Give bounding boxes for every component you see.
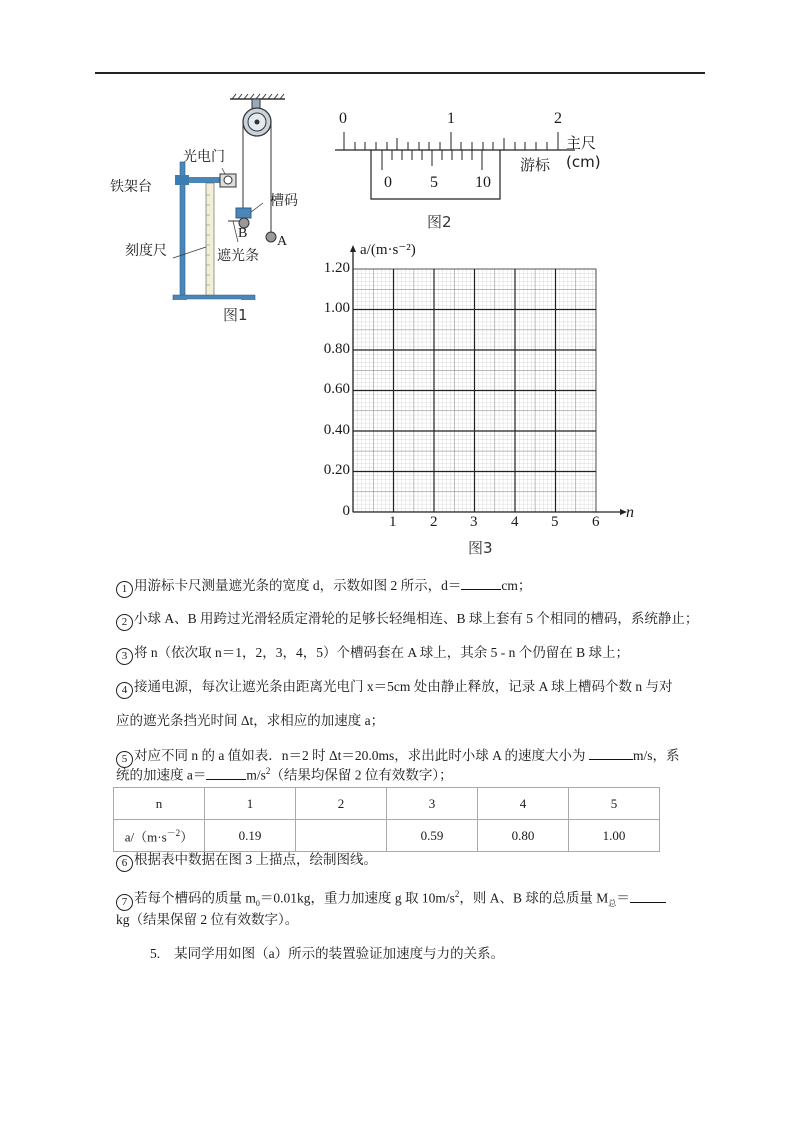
y-tick: 0.60 — [323, 381, 350, 397]
question-text: 用游标卡尺测量遮光条的宽度 d，示数如图 2 所示，d＝ — [134, 578, 462, 593]
y-tick: 0 — [342, 503, 350, 519]
question-text: ，则 A、B 球的总质量 M — [459, 890, 609, 906]
y-tick: 1.20 — [323, 260, 350, 276]
x-tick: 2 — [430, 514, 438, 530]
question-text: 小球 A、B 用跨过光滑轻质定滑轮的足够长轻绳相连、B 球上套有 5 个相同的槽码，系统静止； — [134, 611, 699, 626]
x-tick: 1 — [389, 514, 397, 530]
question-4 — [116, 677, 673, 699]
question-3 — [116, 643, 629, 665]
superscript: 2 — [454, 889, 460, 899]
main-tick-2: 2 — [554, 110, 562, 127]
table-cell: 0.59 — [387, 820, 478, 852]
table-cell: n — [114, 788, 205, 820]
x-tick: 4 — [511, 514, 519, 530]
answer-blank-d[interactable] — [461, 575, 501, 590]
answer-blank-velocity[interactable] — [589, 745, 633, 760]
question-text: ＝ — [616, 890, 630, 906]
problem-number: 5. — [150, 946, 161, 961]
problem-text: 某同学用如图（a）所示的装置验证加速度与力的关系。 — [174, 946, 505, 961]
question-7-cont — [116, 910, 298, 930]
table-cell: 4 — [478, 788, 569, 820]
ball-b-label: B — [238, 226, 248, 241]
question-text: 若每个槽码的质量 m — [134, 890, 256, 906]
question-5-cont — [116, 761, 453, 786]
table-cell: 5 — [569, 788, 660, 820]
header-rule — [95, 72, 705, 74]
x-tick: 3 — [470, 514, 478, 530]
step-number: 1 — [116, 581, 133, 598]
row-label: ） — [180, 829, 194, 845]
next-problem — [150, 944, 504, 964]
question-4-cont — [116, 711, 384, 731]
y-tick: 0.40 — [323, 422, 350, 438]
x-tick: 5 — [551, 514, 559, 530]
slot-weight-label: 槽码 — [270, 193, 298, 209]
subscript: 总 — [608, 899, 617, 909]
answer-blank-acceleration[interactable] — [206, 765, 246, 780]
superscript: 2 — [265, 766, 271, 776]
vernier-tick-0: 0 — [384, 174, 392, 191]
y-axis-label: a/(m·s⁻²) — [360, 242, 416, 258]
question-text: （结果均保留 2 位有效数字）； — [270, 767, 453, 783]
question-text: m/s — [246, 767, 266, 783]
vernier-tick-5: 5 — [430, 174, 438, 191]
main-tick-1: 1 — [447, 110, 455, 127]
answer-blank-total-mass[interactable] — [630, 888, 666, 903]
chart-grid — [330, 242, 640, 532]
step-number: 7 — [116, 894, 133, 911]
table-cell: 0.80 — [478, 820, 569, 852]
figure-2-caption: 图2 — [427, 213, 452, 231]
x-tick: 6 — [592, 514, 600, 530]
vernier-tick-10: 10 — [475, 174, 491, 191]
table-cell-blank[interactable] — [296, 820, 387, 852]
step-number: 4 — [116, 682, 133, 699]
question-text: kg（结果保留 2 位有效数字）。 — [116, 912, 299, 927]
main-scale-label: 主尺(cm) — [566, 134, 601, 171]
table-cell: 0.19 — [205, 820, 296, 852]
question-text: 应的遮光条挡光时间 Δt，求相应的加速度 a； — [116, 713, 385, 728]
x-axis-label: n — [626, 504, 634, 521]
y-tick: 1.00 — [323, 300, 350, 316]
iron-stand-label: 铁架台 — [110, 179, 152, 195]
y-tick: 0.80 — [323, 341, 350, 357]
ruler-label: 刻度尺 — [125, 243, 167, 259]
question-2 — [116, 609, 698, 631]
step-number: 6 — [116, 855, 133, 872]
table-row — [114, 820, 660, 852]
figure-1 — [105, 90, 320, 330]
question-1 — [116, 575, 531, 598]
question-text: 根据表中数据在图 3 上描点，绘制图线。 — [134, 852, 377, 867]
step-number: 2 — [116, 614, 133, 631]
data-table — [113, 787, 660, 852]
shading-strip-label: 遮光条 — [217, 248, 259, 264]
y-tick: 0.20 — [323, 462, 350, 478]
ball-a-label: A — [277, 234, 288, 249]
vernier-label: 游标 — [520, 156, 551, 174]
question-6 — [116, 850, 377, 872]
table-cell: 2 — [296, 788, 387, 820]
step-number: 5 — [116, 751, 133, 768]
figure-3-caption: 图3 — [468, 539, 493, 557]
table-header-row — [114, 788, 660, 820]
main-tick-0: 0 — [339, 110, 347, 127]
superscript: －2 — [166, 827, 181, 838]
row-label: a/（m·s — [124, 829, 167, 845]
step-number: 3 — [116, 648, 133, 665]
question-text: ＝0.01kg，重力加速度 g 取 10m/s — [259, 890, 455, 906]
question-text: 接通电源，每次让遮光条由距离光电门 x＝5cm 处由静止释放，记录 A 球上槽码个数 n 与对 — [134, 679, 673, 694]
figure-2 — [330, 108, 620, 238]
question-text: 统的加速度 a＝ — [116, 767, 207, 783]
question-text: m/s，系 — [632, 748, 680, 763]
question-text: cm； — [501, 578, 532, 593]
row-label-cell — [114, 820, 205, 852]
question-text: 对应不同 n 的 a 值如表．n＝2 时 Δt＝20.0ms，求出此时小球 A 的速度大小为 — [134, 748, 589, 763]
photogate-label: 光电门 — [183, 149, 225, 165]
subscript: 0 — [255, 899, 260, 909]
figure-3-chart — [323, 242, 640, 562]
table-cell: 1.00 — [569, 820, 660, 852]
question-text: 将 n（依次取 n＝1，2，3，4，5）个槽码套在 A 球上，其余 5 - n 个仍留在 B 球上； — [134, 645, 630, 660]
figure-1-caption: 图1 — [223, 306, 248, 324]
table-cell: 3 — [387, 788, 478, 820]
table-cell: 1 — [205, 788, 296, 820]
